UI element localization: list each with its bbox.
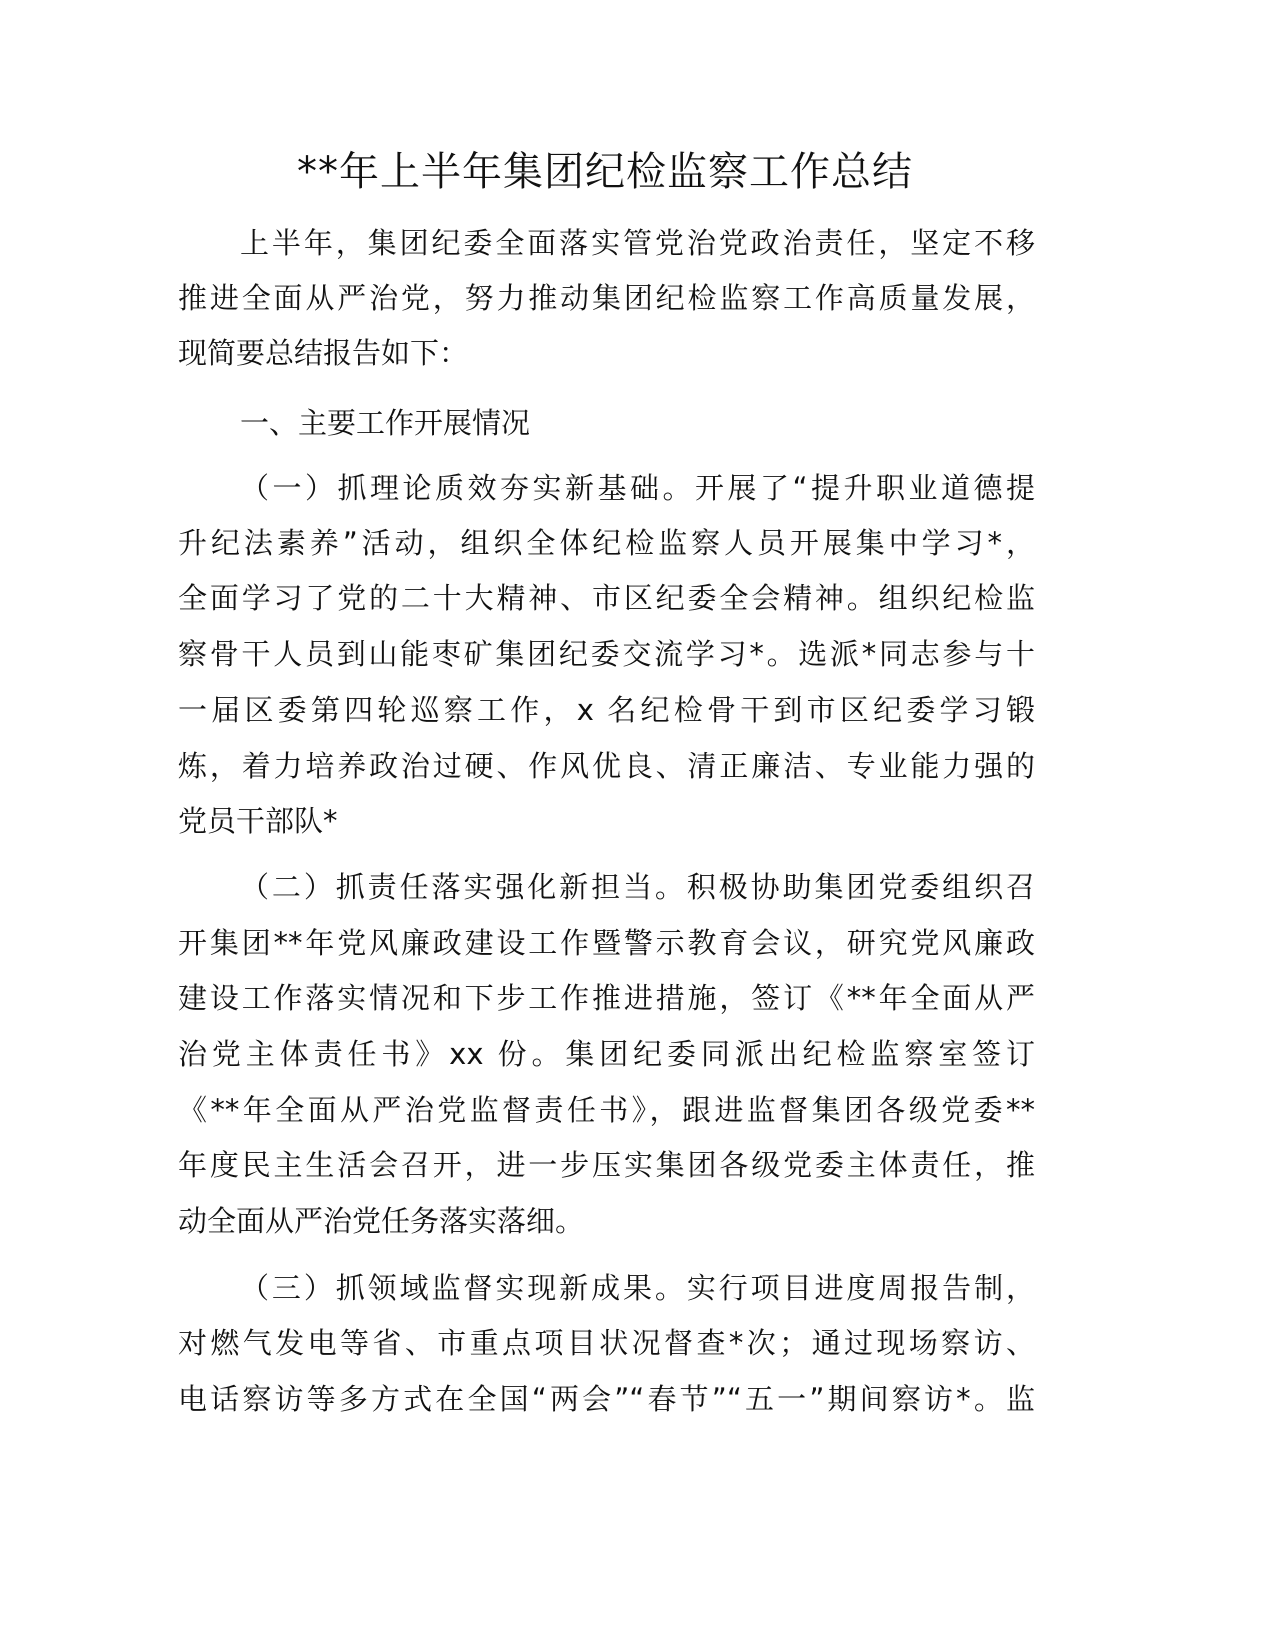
paragraph-line: 开集团**年党风廉政建设工作暨警示教育会议，研究党风廉政 — [178, 926, 1035, 960]
paragraph-line: 升纪法素养”活动，组织全体纪检监察人员开展集中学习*， — [178, 526, 1035, 560]
paragraph-line: 对燃气发电等省、市重点项目状况督查*次；通过现场察访、 — [178, 1326, 1035, 1360]
paragraph-line: 动全面从严治党任务落实落细。 — [178, 1204, 585, 1238]
paragraph-line: （一）抓理论质效夯实新基础。开展了“提升职业道德提 — [240, 471, 1035, 505]
paragraph-line: 电话察访等多方式在全国“两会”“春节”“五一”期间察访*。监 — [178, 1382, 1035, 1416]
paragraph-line: 全面学习了党的二十大精神、市区纪委全会精神。组织纪检监 — [178, 581, 1035, 615]
paragraph-line: 现简要总结报告如下： — [178, 336, 469, 370]
section-heading: 一、主要工作开展情况 — [240, 406, 531, 440]
paragraph-line: 上半年，集团纪委全面落实管党治党政治责任，坚定不移 — [240, 226, 1035, 260]
document-title: **年上半年集团纪检监察工作总结 — [297, 149, 913, 195]
paragraph-line: 党员干部队* — [178, 804, 338, 838]
paragraph-line: 建设工作落实情况和下步工作推进措施，签订《**年全面从严 — [178, 981, 1035, 1015]
paragraph-line: 年度民主生活会召开，进一步压实集团各级党委主体责任，推 — [178, 1148, 1035, 1182]
paragraph-line: 《**年全面从严治党监督责任书》，跟进监督集团各级党委** — [178, 1093, 1035, 1127]
paragraph-line: 察骨干人员到山能枣矿集团纪委交流学习*。选派*同志参与十 — [178, 637, 1035, 671]
paragraph-line: 治党主体责任书》xx 份。集团纪委同派出纪检监察室签订 — [178, 1037, 1035, 1071]
paragraph-line: 一届区委第四轮巡察工作，x 名纪检骨干到市区纪委学习锻 — [178, 693, 1035, 727]
paragraph-line: 推进全面从严治党，努力推动集团纪检监察工作高质量发展， — [178, 281, 1035, 315]
paragraph-line: 炼，着力培养政治过硬、作风优良、清正廉洁、专业能力强的 — [178, 749, 1035, 783]
paragraph-line: （二）抓责任落实强化新担当。积极协助集团党委组织召 — [240, 870, 1035, 904]
paragraph-line: （三）抓领域监督实现新成果。实行项目进度周报告制， — [240, 1271, 1035, 1305]
